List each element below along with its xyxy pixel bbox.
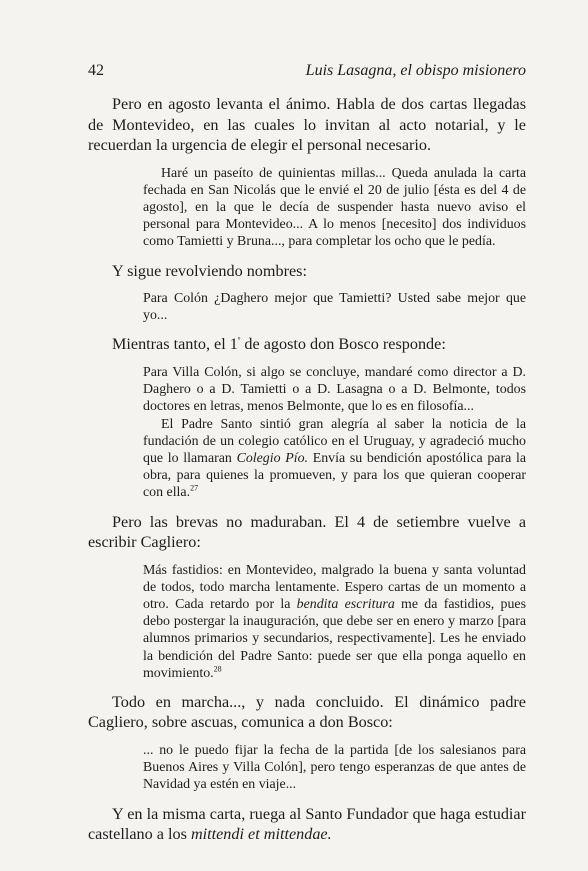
page-body [88, 94, 526, 854]
running-head [88, 62, 526, 80]
block-quote-1 [143, 165, 526, 251]
quote-2-text: Para Colón ¿Daghero mejor que Tamietti? Usted sabe mejor que yo... [143, 291, 526, 324]
paragraph-3-before: Mientras tanto, el 1 [112, 335, 238, 354]
paragraph-6-before: Y en la misma carta, ruega al Santo Fundador que haga estudiar castellano a los [88, 804, 526, 844]
block-quote-2 [143, 290, 526, 324]
page-number: 42 [88, 62, 104, 79]
paragraph-1: Pero en agosto levanta el ánimo. Habla de dos cartas llegadas de Montevideo, en las cuales lo invitan al acto notarial, y le recuerdan la urgencia de elegir el personal necesario. [88, 95, 526, 154]
paragraph-3 [88, 334, 526, 355]
quote-3a-text: Para Villa Colón, si algo se concluye, mandaré como director a D. Daghero o a D. Tamietti o a D. Lasagna o a D. Belmonte, todos doctores en letras, menos Belmonte, que lo es en filosofía... [143, 364, 526, 415]
footnote-ref-27: 27 [190, 483, 199, 493]
quote-5-text: ... no le puedo fijar la fecha de la partida [de los salesianos para Buenos Aires y Villa Colón], pero tengo esperanzas de que antes de Navidad ya estén en viaje... [143, 742, 526, 793]
quote-4-before: Más fastidios: en Montevideo, malgrado la buena y santa voluntad de todos, todo marcha lentamente. Espero cartas de un momento a otro. Cada retardo por la [143, 562, 526, 612]
paragraph-6-italic: mittendi et mittendae. [190, 825, 332, 844]
quote-4-text [143, 562, 526, 682]
block-quote-4 [143, 562, 526, 682]
paragraph-3-after: de agosto don Bosco responde: [240, 335, 446, 354]
paragraph-2: Y sigue revolviendo nombres: [112, 261, 307, 280]
block-quote-5 [143, 742, 526, 794]
paragraph-4: Pero las brevas no maduraban. El 4 de setiembre vuelve a escribir Cagliero: [88, 512, 526, 552]
footnote-ref-28: 28 [213, 664, 222, 674]
paragraph-6 [88, 804, 526, 845]
quote-4-italic: bendita escritura [296, 596, 395, 612]
quote-3b-text [143, 416, 526, 502]
quote-3b-after: Envía su bendición apostólica para la obra, para quienes la promueven, y para los que quieran cooperar con ella. [143, 450, 526, 501]
paragraph-5: Todo en marcha..., y nada concluido. El dinámico padre Cagliero, sobre ascuas, comunica a don Bosco: [88, 692, 526, 732]
quote-1-text: Haré un paseíto de quinientas millas... Queda anulada la carta fechada en San Nicolás que le envié el 20 de julio [ésta es del 4 de agosto], en la que le decía de suspender hasta nuevo aviso el personal para Montevideo... A lo menos [necesito] dos individuos como Tamietti y Bruna..., para completar los ocho que le pedía. [143, 165, 526, 250]
quote-3b-before: El Padre Santo sintió gran alegría al saber la noticia de la fundación de un colegio católico en el Uruguay, y agradeció mucho que lo llamaran [143, 416, 526, 466]
quote-3b-italic: Colegio Pío. [236, 450, 309, 466]
quote-4-after: me da fastidios, pues debo postergar la inauguración, que debe ser en enero y marzo [para alumnos primarios y secundarios, respectivamente]. Les he enviado la bendición del Padre Santo: puede ser que ella ponga aquello en movimiento. [143, 596, 526, 681]
block-quote-3 [143, 364, 526, 502]
running-title: Luis Lasagna, el obispo misionero [305, 62, 526, 79]
ordinal-mark: º [237, 336, 241, 346]
